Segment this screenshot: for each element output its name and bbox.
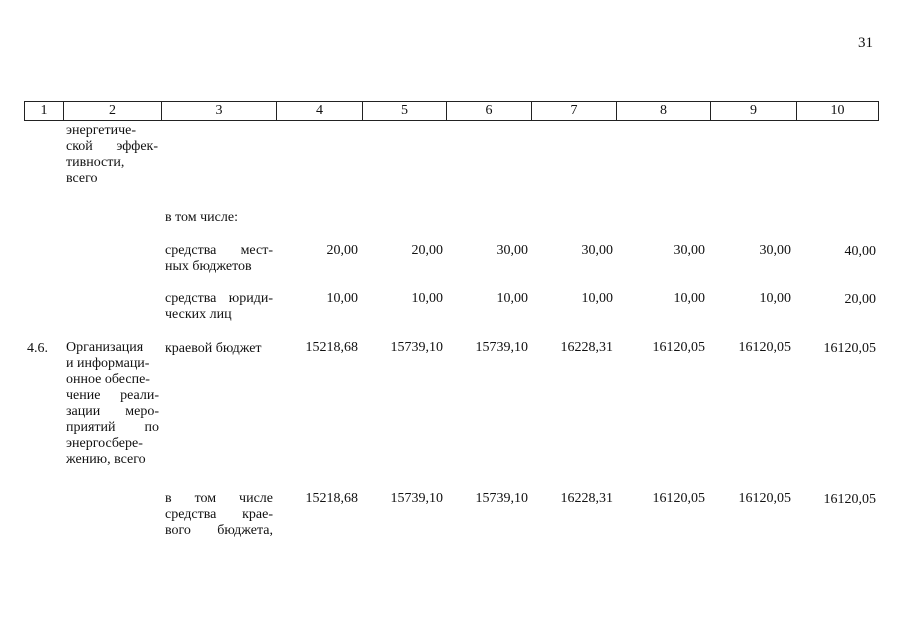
regional-value: 16120,05 <box>823 492 876 507</box>
legal-entities-label <box>165 291 273 323</box>
header-cell: 8 <box>617 102 711 120</box>
regional-value: 16120,05 <box>652 491 705 506</box>
regional-value: 15739,10 <box>475 491 528 506</box>
row-46-value: 15739,10 <box>475 340 528 355</box>
local-value: 20,00 <box>411 243 443 258</box>
local-budgets-label <box>165 243 273 275</box>
title-line: онное обеспе- <box>66 372 150 387</box>
title-line: Организация <box>66 340 144 355</box>
local-value: 30,00 <box>581 243 613 258</box>
label-line: средства крае- <box>165 507 273 522</box>
label-line: ческих лиц <box>165 307 232 322</box>
header-cell: 3 <box>162 102 277 120</box>
title-line: энергосбере- <box>66 436 143 451</box>
header-cell: 9 <box>711 102 797 120</box>
title-line: тивности, <box>66 155 125 170</box>
legal-value: 10,00 <box>326 291 358 306</box>
regional-funds-label <box>165 491 273 539</box>
regional-budget-source: краевой бюджет <box>165 341 262 356</box>
regional-value: 16120,05 <box>738 491 791 506</box>
title-line: чение реали- <box>66 388 159 403</box>
header-cell: 5 <box>363 102 447 120</box>
regional-value: 15739,10 <box>390 491 443 506</box>
header-cell: 1 <box>25 102 64 120</box>
including-label: в том числе: <box>165 210 238 225</box>
local-value: 40,00 <box>844 244 876 259</box>
row-46-value: 16120,05 <box>738 340 791 355</box>
row-46-value: 15739,10 <box>390 340 443 355</box>
energy-efficiency-title <box>66 123 158 187</box>
row-46-value: 15218,68 <box>305 340 358 355</box>
title-line: зации меро- <box>66 404 159 419</box>
title-line: ской эффек- <box>66 139 158 154</box>
label-line: вого бюджета, <box>165 523 273 538</box>
local-value: 30,00 <box>673 243 705 258</box>
header-cell: 2 <box>64 102 162 120</box>
row-46-value: 16228,31 <box>560 340 613 355</box>
local-value: 30,00 <box>759 243 791 258</box>
row-46-title <box>66 340 159 468</box>
label-line: средства юриди- <box>165 291 273 306</box>
legal-value: 20,00 <box>844 292 876 307</box>
legal-value: 10,00 <box>581 291 613 306</box>
table-header-row <box>24 101 879 121</box>
header-cell: 10 <box>797 102 879 120</box>
title-line: энергетиче- <box>66 123 137 138</box>
legal-value: 10,00 <box>759 291 791 306</box>
row-number: 4.6. <box>27 341 48 356</box>
title-line: жению, всего <box>66 452 146 467</box>
page-number: 31 <box>858 35 873 51</box>
title-line: всего <box>66 171 98 186</box>
header-cell: 7 <box>532 102 617 120</box>
header-cell: 6 <box>447 102 532 120</box>
label-line: средства мест- <box>165 243 273 258</box>
legal-value: 10,00 <box>496 291 528 306</box>
row-46-value: 16120,05 <box>652 340 705 355</box>
title-line: и информаци- <box>66 356 150 371</box>
local-value: 30,00 <box>496 243 528 258</box>
row-46-value: 16120,05 <box>823 341 876 356</box>
label-line: в том числе <box>165 491 273 506</box>
legal-value: 10,00 <box>673 291 705 306</box>
regional-value: 16228,31 <box>560 491 613 506</box>
header-cell: 4 <box>277 102 363 120</box>
regional-value: 15218,68 <box>305 491 358 506</box>
title-line: приятий по <box>66 420 159 435</box>
label-line: ных бюджетов <box>165 259 252 274</box>
legal-value: 10,00 <box>411 291 443 306</box>
local-value: 20,00 <box>326 243 358 258</box>
